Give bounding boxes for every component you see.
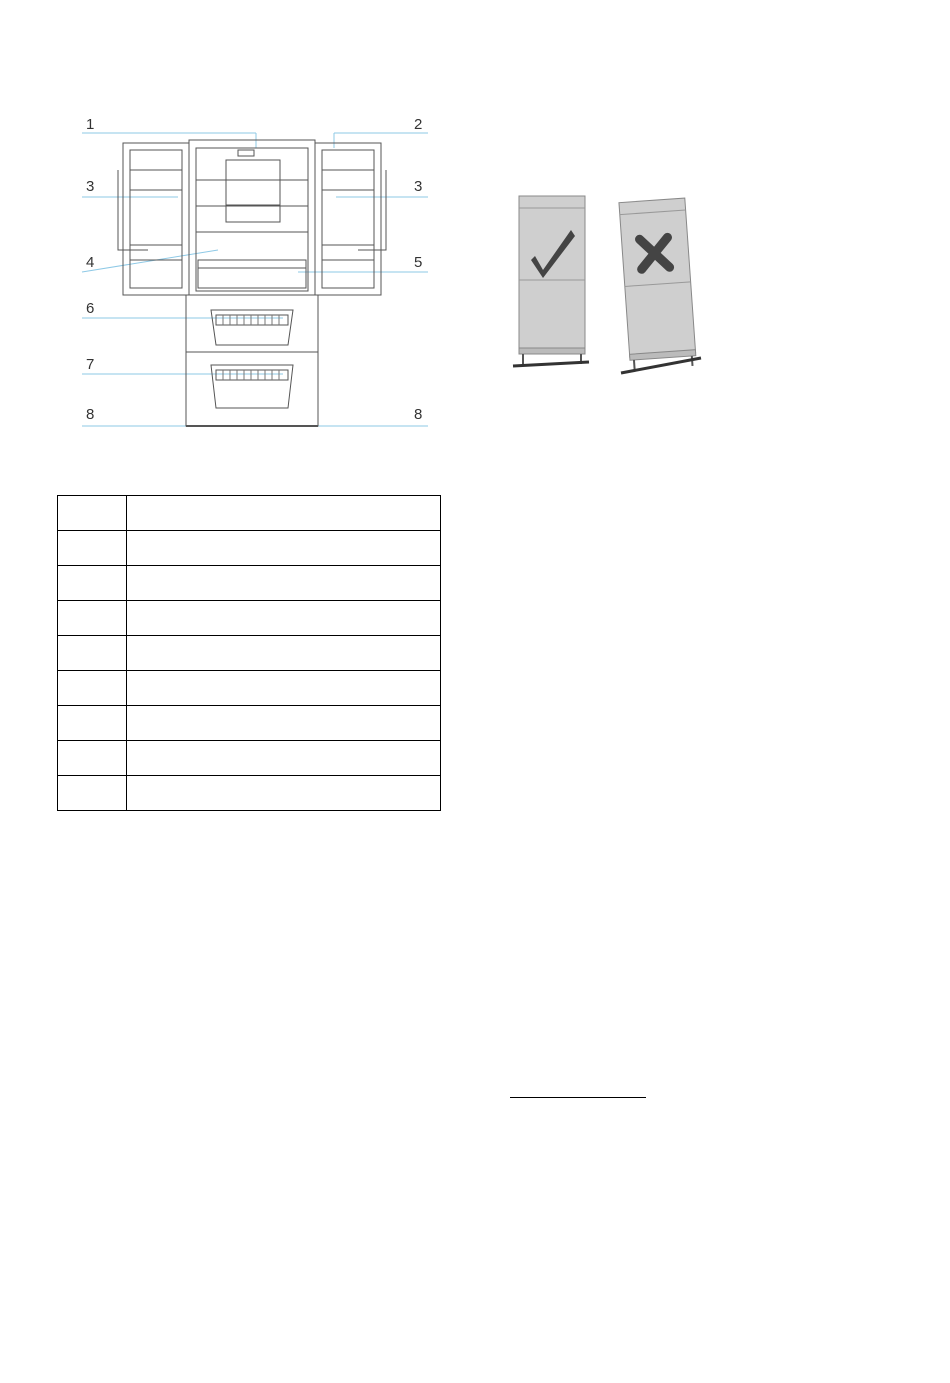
- parts-table: [57, 495, 441, 811]
- table-row: [58, 741, 441, 776]
- row-description: [127, 636, 441, 671]
- row-number: [58, 566, 127, 601]
- callout-2: 2: [414, 116, 423, 133]
- row-description: [127, 601, 441, 636]
- callout-3-left: 3: [86, 178, 95, 195]
- row-description: [127, 671, 441, 706]
- row-number: [58, 531, 127, 566]
- refrigerator-diagram: [78, 110, 432, 436]
- table-row: [58, 671, 441, 706]
- row-description: [127, 496, 441, 531]
- row-description: [127, 566, 441, 601]
- row-number: [58, 496, 127, 531]
- row-number: [58, 601, 127, 636]
- table-row: [58, 776, 441, 811]
- row-number: [58, 741, 127, 776]
- row-number: [58, 706, 127, 741]
- table-row: [58, 636, 441, 671]
- callout-8-left: 8: [86, 406, 95, 423]
- callout-3-right: 3: [414, 178, 423, 195]
- row-description: [127, 776, 441, 811]
- tilted-fridge: [619, 198, 697, 370]
- table-row: [58, 531, 441, 566]
- callout-4: 4: [86, 254, 95, 271]
- table-row: [58, 706, 441, 741]
- row-number: [58, 636, 127, 671]
- row-number: [58, 671, 127, 706]
- row-number: [58, 776, 127, 811]
- upright-fridge: [513, 196, 589, 366]
- callout-6: 6: [86, 300, 95, 317]
- orientation-figure: [505, 188, 715, 378]
- table-row: [58, 496, 441, 531]
- refrigerator-drawing: [78, 110, 432, 436]
- row-description: [127, 706, 441, 741]
- orientation-drawing: [505, 188, 715, 378]
- callout-8-right: 8: [414, 406, 423, 423]
- table-row: [58, 566, 441, 601]
- row-description: [127, 741, 441, 776]
- callout-5: 5: [414, 254, 423, 271]
- row-description: [127, 531, 441, 566]
- callout-1: 1: [86, 116, 95, 133]
- callout-7: 7: [86, 356, 95, 373]
- underline-rule: [510, 1097, 646, 1098]
- table-row: [58, 601, 441, 636]
